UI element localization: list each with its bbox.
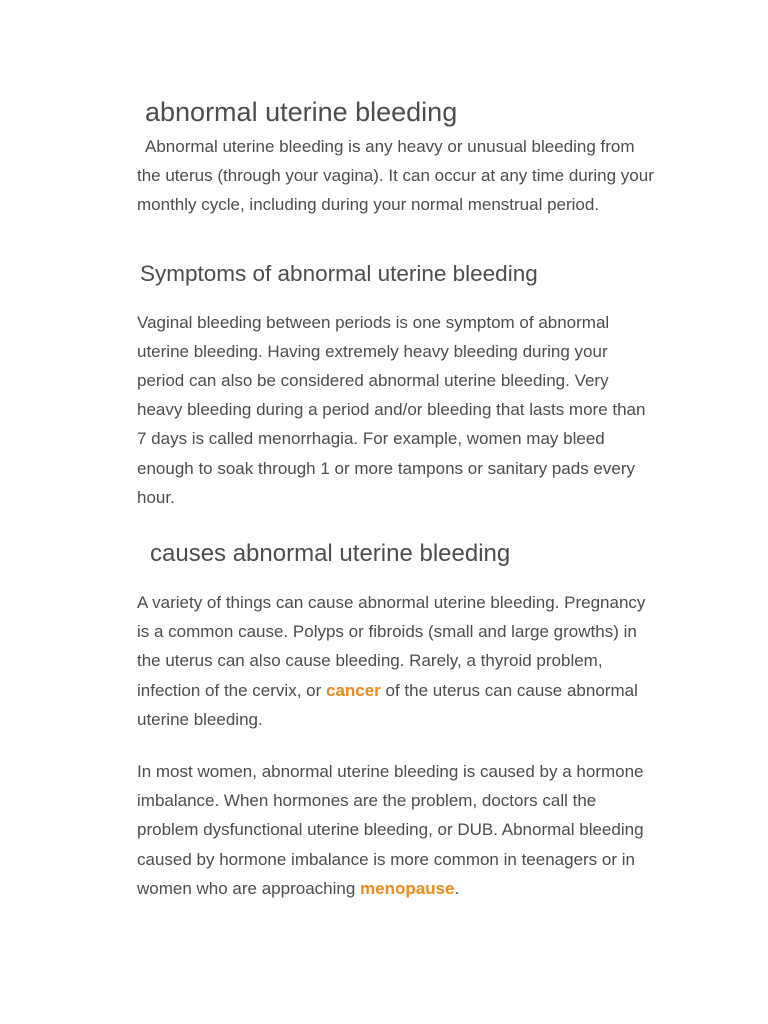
causes-paragraph-2 [137,757,657,903]
causes-paragraph-1 [137,588,657,734]
causes-paragraph-2-text-before: In most women, abnormal uterine bleeding is caused by a hormone imbalance. When hormones are the problem, doctors call the problem dysfunctional uterine bleeding, or DUB. Abnormal bleeding caused by hormone imbalance is more common in teenagers or in women who are approaching [137,762,644,898]
causes-paragraph-1-text-before: A variety of things can cause abnormal uterine bleeding. Pregnancy is a common cause. Polyps or fibroids (small and large growths) in the uterus can also cause bleeding. Rarely, a thyroid problem, infection of the cervix, or [137,593,646,700]
document-page [137,92,657,903]
causes-paragraph-2-text-after: . [454,878,460,898]
causes-heading: causes abnormal uterine bleeding [150,540,511,568]
menopause-link[interactable]: menopause [360,878,455,898]
page-title: abnormal uterine bleeding [145,97,458,127]
symptoms-heading: Symptoms of abnormal uterine bleeding [140,260,538,286]
cancer-link[interactable]: cancer [325,680,381,700]
intro-text: Abnormal uterine bleeding is any heavy or unusual bleeding from the uterus (through your vagina). It can occur at any time during your monthly cycle, including during your normal menstrual period. [137,137,654,215]
causes-paragraph-1-text-after: of the uterus can cause abnormal uterine bleeding. [137,680,638,729]
intro-paragraph [137,132,657,220]
symptoms-paragraph: Vaginal bleeding between periods is one symptom of abnormal uterine bleeding. Having extremely heavy bleeding during your period can also be considered abnormal uterine bleeding. Very heavy bleeding during a period and/or bleeding that lasts more than 7 days is called menorrhagia. For example, women may bleed enough to soak through 1 or more tampons or sanitary pads every hour. [137,312,646,507]
